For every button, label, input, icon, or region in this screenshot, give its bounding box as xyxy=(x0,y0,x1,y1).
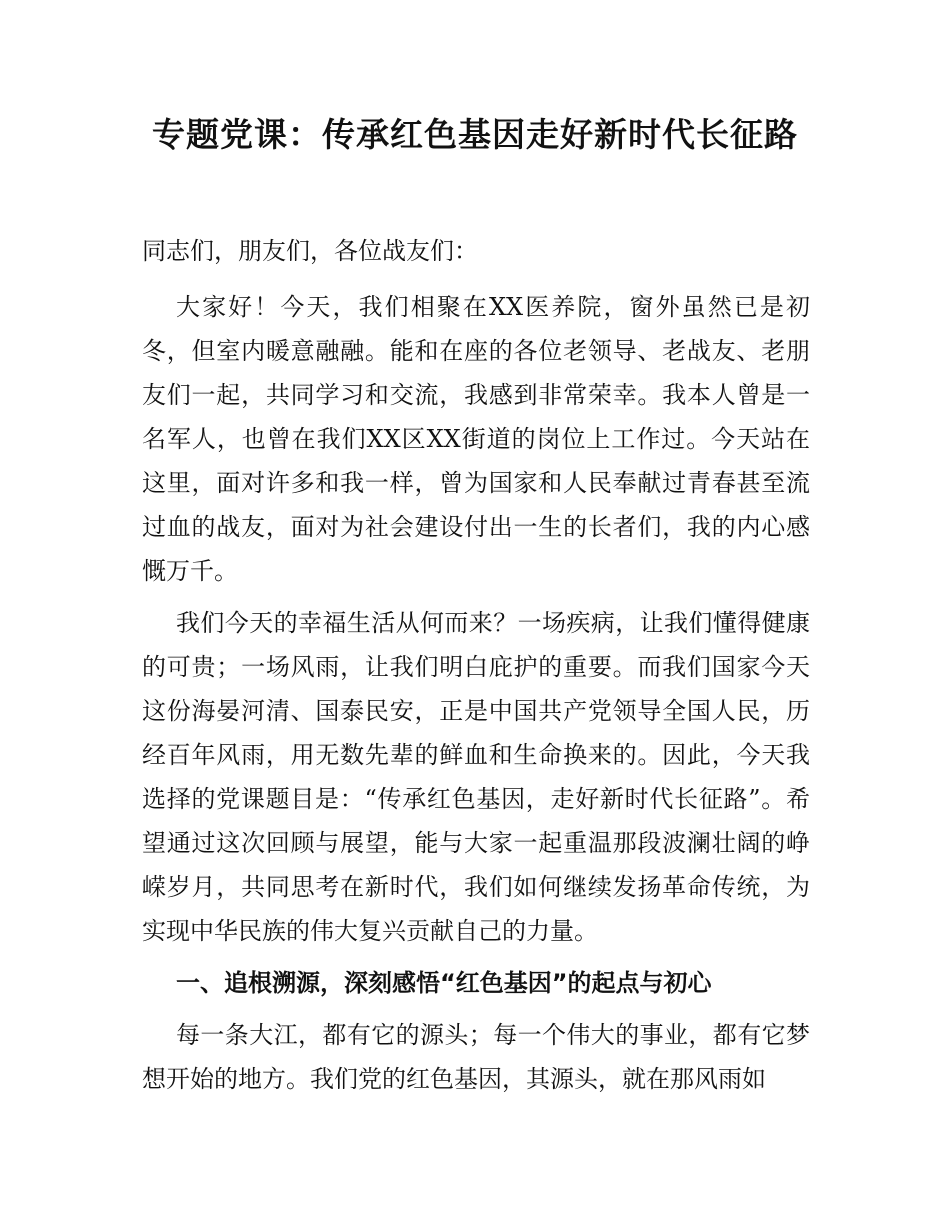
document-title: 专题党课：传承红色基因走好新时代长征路 xyxy=(152,115,798,154)
document-body xyxy=(142,229,810,1109)
section-heading-1: 一、追根溯源，深刻感悟“红色基因”的起点与初心 xyxy=(176,969,712,997)
section-1-paragraph: 每一条大江，都有它的源头；每一个伟大的事业，都有它梦想开始的地方。我们党的红色基因，其源头，就在那风雨如 xyxy=(142,1021,810,1093)
greeting-line: 同志们，朋友们，各位战友们： xyxy=(142,237,478,265)
body-paragraph-2: 我们今天的幸福生活从何而来？一场疾病，让我们懂得健康的可贵；一场风雨，让我们明白庇护的重要。而我们国家今天这份海晏河清、国泰民安，正是中国共产党领导全国人民，历经百年风雨，用无数先辈的鲜血和生命换来的。因此，今天我选择的党课题目是：“传承红色基因，走好新时代长征路”。希望通过这次回顾与展望，能与大家一起重温那段波澜壮阔的峥嵘岁月，共同思考在新时代，我们如何继续发扬革命传统，为实现中华民族的伟大复兴贡献自己的力量。 xyxy=(142,609,810,945)
body-paragraph-1: 大家好！今天，我们相聚在XX医养院，窗外虽然已是初冬，但室内暖意融融。能和在座的各位老领导、老战友、老朋友们一起，共同学习和交流，我感到非常荣幸。我本人曾是一名军人，也曾在我们XX区XX街道的岗位上工作过。今天站在这里，面对许多和我一样，曾为国家和人民奉献过青春甚至流过血的战友，面对为社会建设付出一生的长者们，我的内心感慨万千。 xyxy=(142,293,810,585)
